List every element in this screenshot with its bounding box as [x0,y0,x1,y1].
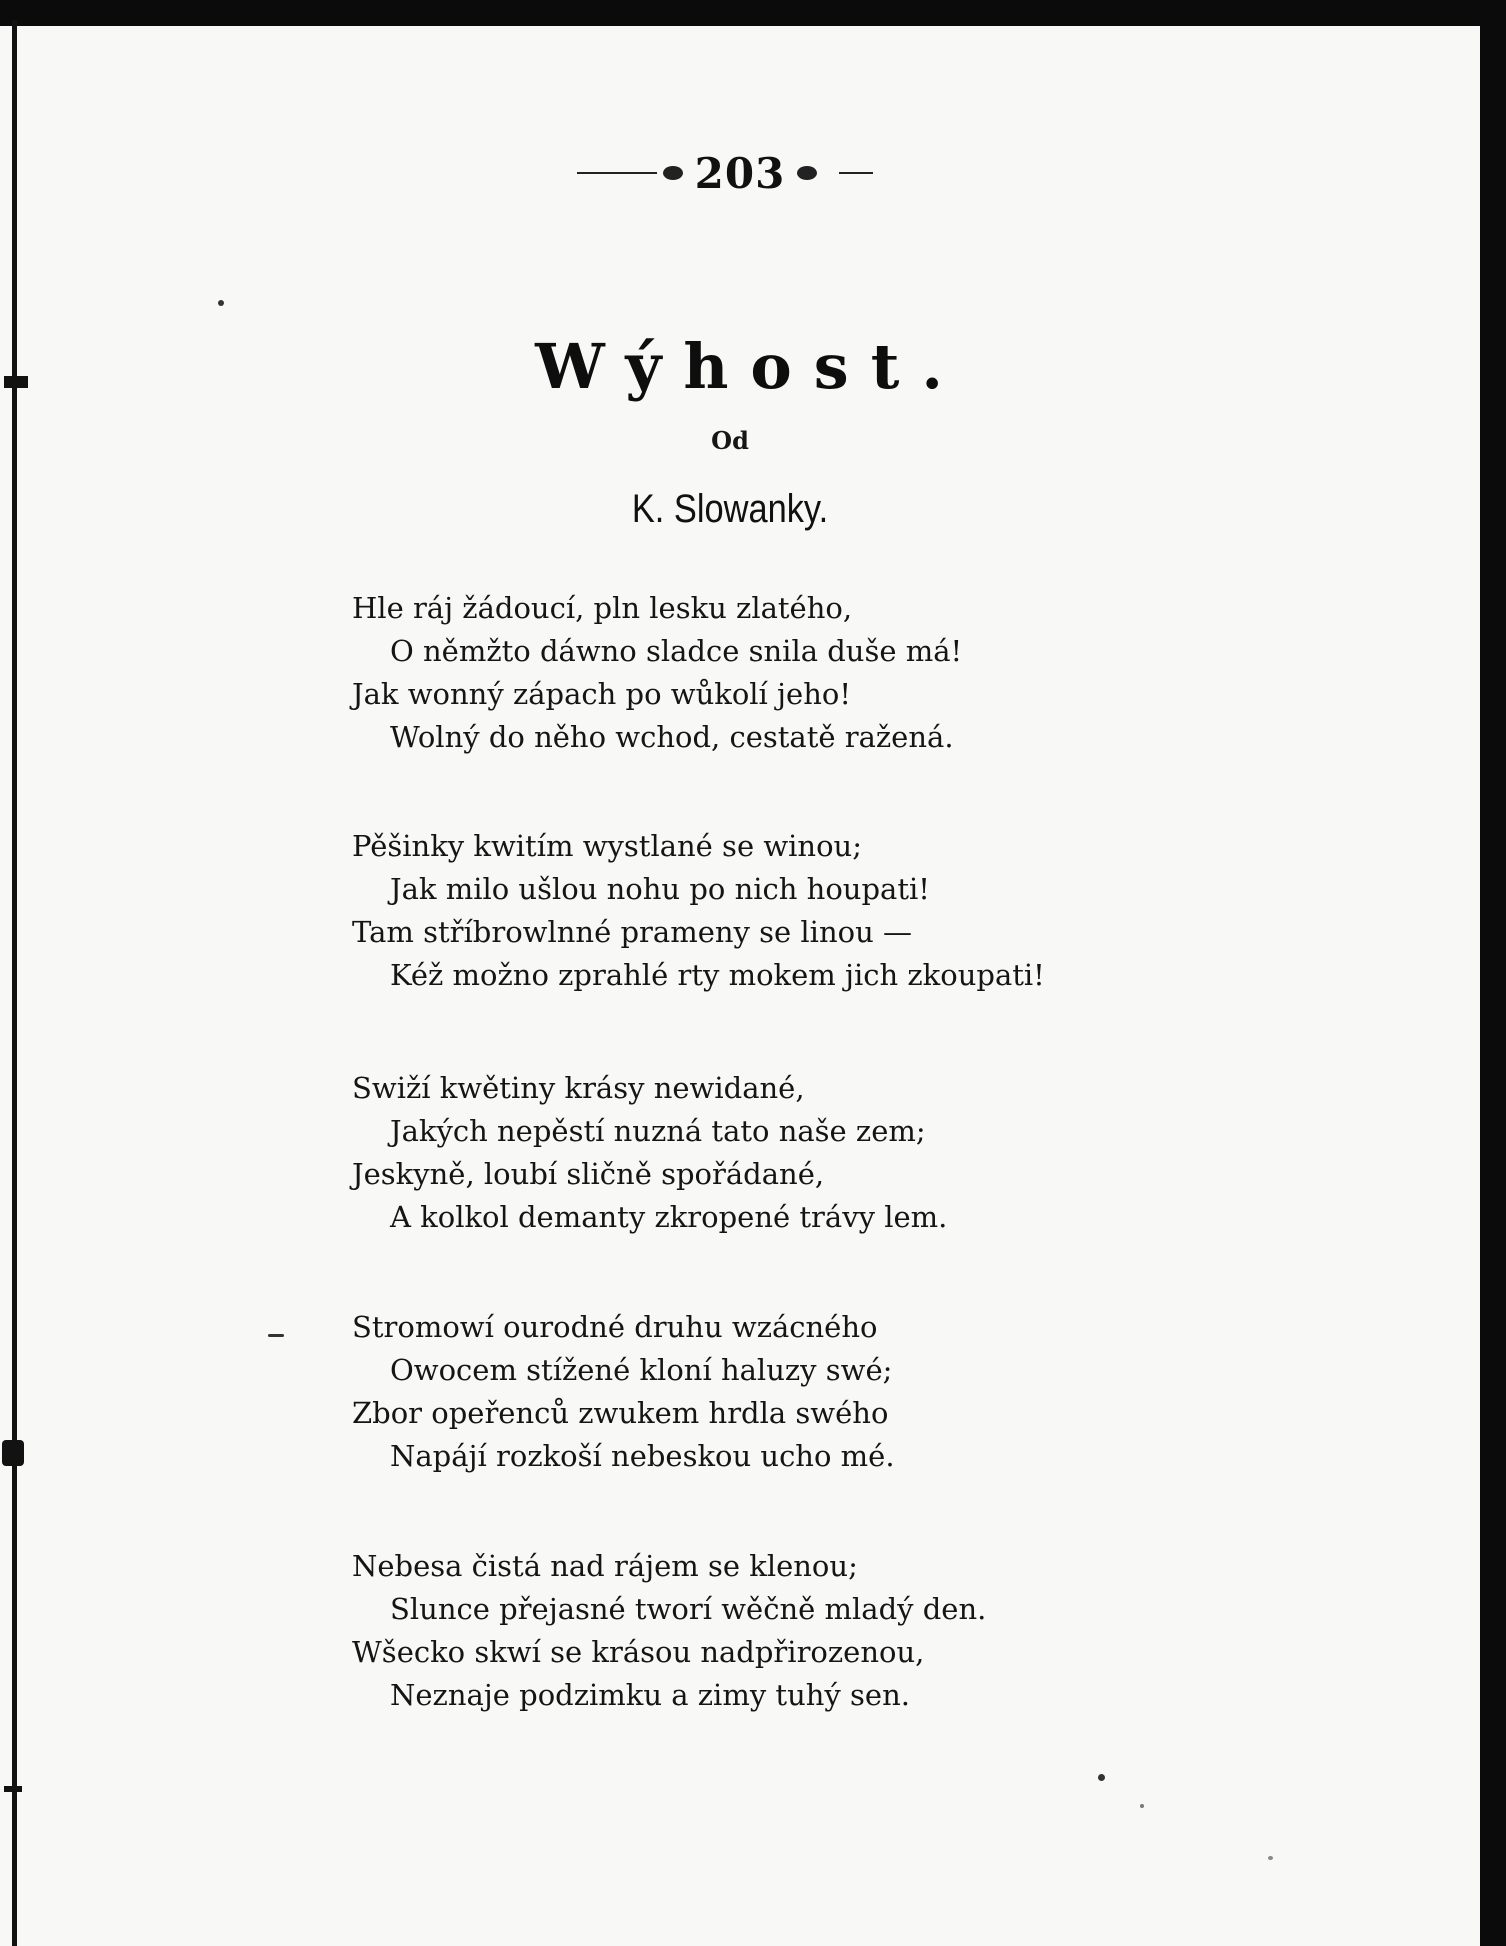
verse-line: A kolkol demanty zkropené trávy lem. [390,1200,948,1234]
verse-line: Nebesa čistá nad rájem se klenou; [352,1549,858,1583]
page-number: 203 [694,148,786,198]
page-header [540,148,910,198]
poem-author: K. Slowanky. [631,487,829,531]
scan-border-top [0,0,1506,26]
verse-line: Slunce přejasné tworí wěčně mladý den. [390,1592,987,1626]
header-ornament-right [797,166,817,180]
verse-line: Stromowí ourodné druhu wzácného [352,1310,878,1344]
byline-prefix: Od [711,426,749,455]
print-speck [268,1334,284,1337]
verse-line: Wšecko skwí se krásou nadpřirozenou, [352,1635,925,1669]
verse-line: Jak wonný zápach po wůkolí jeho! [352,677,851,711]
print-speck [1268,1856,1273,1860]
verse-line: Pěšinky kwitím wystlané se winou; [352,829,863,863]
print-speck [218,300,224,306]
verse-line: Jakých nepěstí nuzná tato naše zem; [390,1114,926,1148]
binding-mark [4,376,28,388]
verse-line: Napájí rozkoší nebeskou ucho mé. [390,1439,895,1473]
verse-line: Swiží kwětiny krásy newidané, [352,1071,805,1105]
print-speck [1098,1774,1105,1781]
header-rule-left [577,172,657,174]
stanza [352,587,1172,759]
verse-line: Owocem stížené kloní haluzy swé; [390,1353,893,1387]
binding-mark [2,1440,24,1466]
scan-border-right [1480,0,1506,1946]
stanza [352,825,1172,997]
verse-line: Hle ráj žádoucí, pln lesku zlatého, [352,591,853,625]
verse-line: Tam stříbrowlnné prameny se linou — [352,915,912,949]
header-rule-right [839,172,873,174]
verse-line: Zbor opeřenců zwukem hrdla swého [352,1396,889,1430]
verse-line: Neznaje podzimku a zimy tuhý sen. [390,1678,910,1712]
verse-line: Jeskyně, loubí sličně spořádané, [352,1157,825,1191]
verse-line: Kéž možno zprahlé rty mokem jich zkoupati! [390,958,1045,992]
poem-title: Wýhost. [535,330,965,403]
verse-line: Jak milo ušlou nohu po nich houpati! [390,872,930,906]
scan-border-left [12,20,17,1946]
verse-line: O němžto dáwno sladce snila duše má! [390,634,963,668]
print-speck [1140,1804,1144,1808]
binding-mark [4,1786,22,1792]
verse-line: Wolný do něho wchod, cestatě ražená. [390,720,954,754]
stanza [352,1306,1172,1478]
header-ornament-left [663,166,683,180]
stanza [352,1545,1172,1717]
stanza [352,1067,1172,1239]
